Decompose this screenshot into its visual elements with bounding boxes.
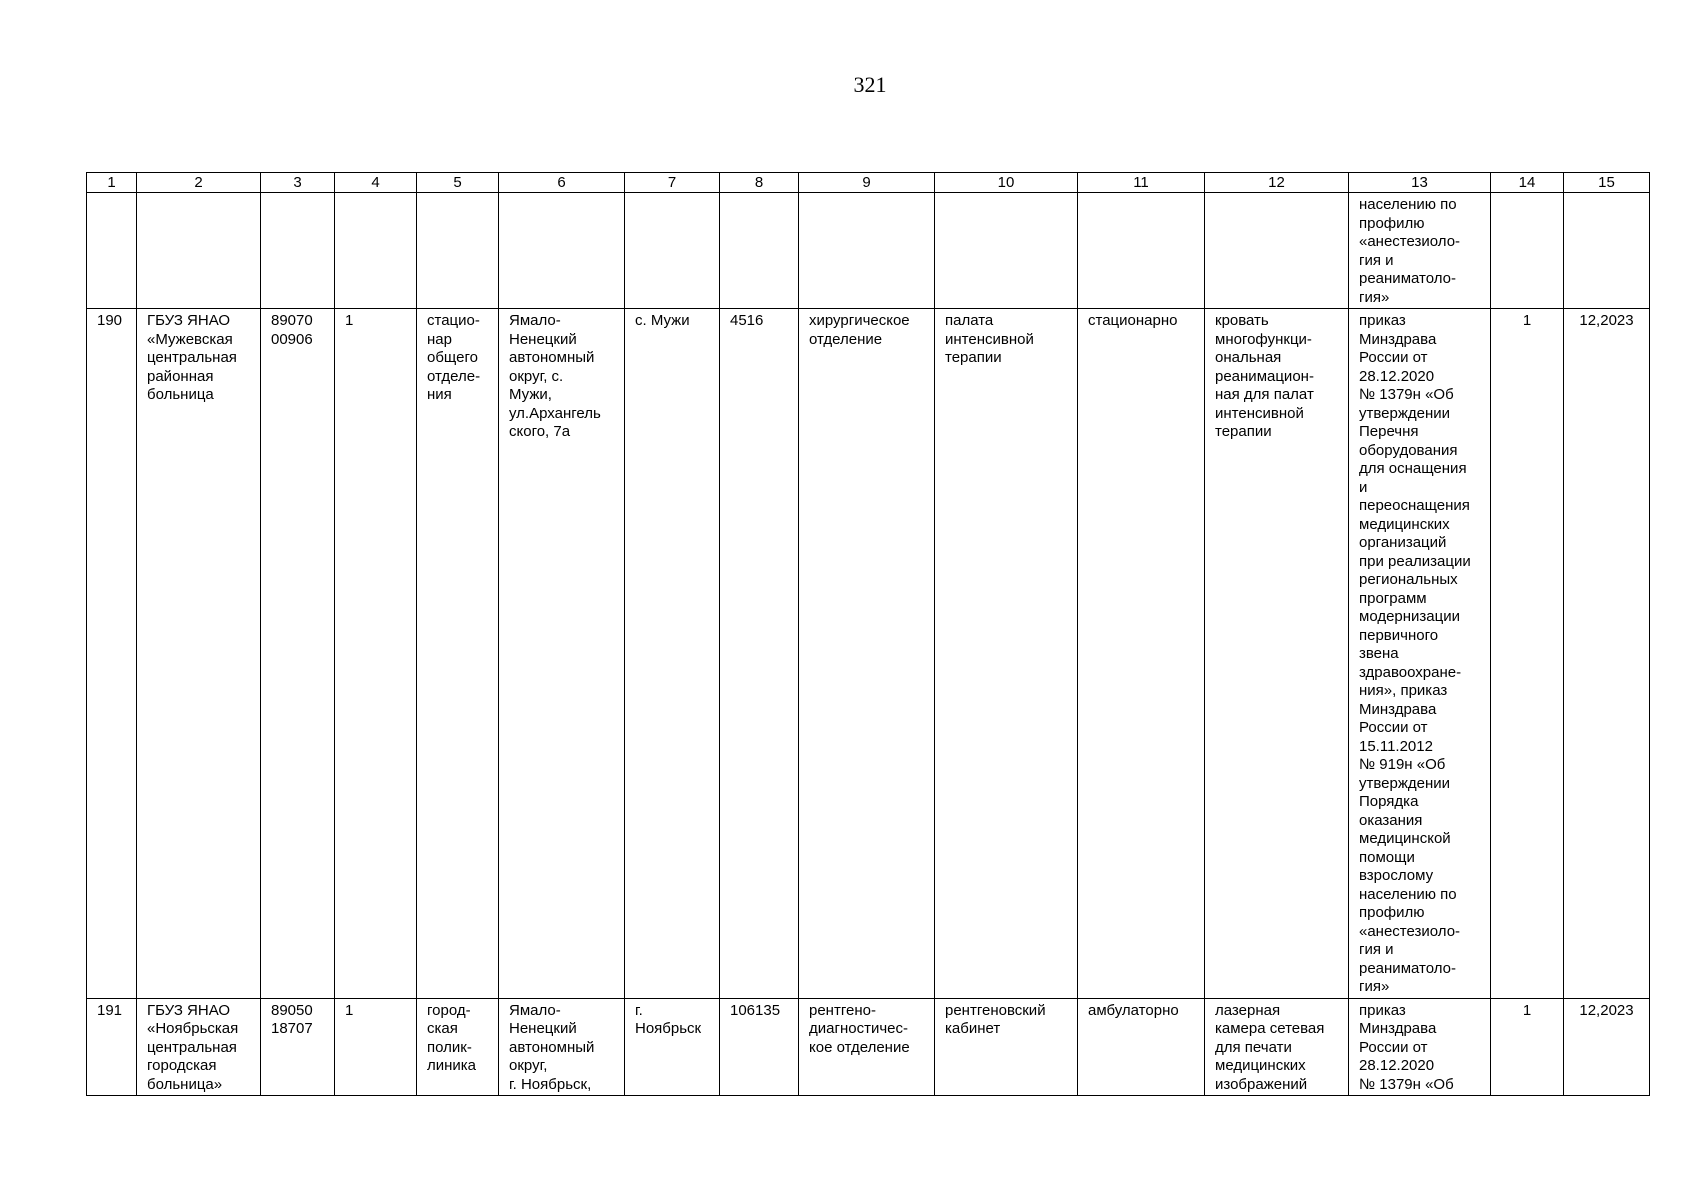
cell-care-form [1078, 193, 1205, 309]
cell-number: 191 [87, 998, 137, 1096]
cell-room: рентгеновский кабинет [935, 998, 1078, 1096]
column-number: 1 [87, 173, 137, 193]
cell-code [261, 193, 335, 309]
column-number: 4 [335, 173, 417, 193]
cell-unit-type [417, 193, 499, 309]
column-number: 9 [799, 173, 935, 193]
cell-address: Ямало- Ненецкий автономный округ, с. Мужи, ул.Архангель ского, 7а [499, 309, 625, 999]
column-number: 3 [261, 173, 335, 193]
cell-count [1491, 193, 1564, 309]
data-table [86, 172, 1650, 1096]
cell-equipment: кровать многофункци- ональная реанимацион- ная для палат интенсивной терапии [1205, 309, 1349, 999]
column-number: 8 [720, 173, 799, 193]
cell-unit-type: стацио- нар общего отделе- ния [417, 309, 499, 999]
cell-equipment: лазерная камера сетевая для печати медицинских изображений [1205, 998, 1349, 1096]
cell-locality: с. Мужи [625, 309, 720, 999]
cell-population [720, 193, 799, 309]
table-row [87, 309, 1650, 999]
cell-equipment [1205, 193, 1349, 309]
column-number: 14 [1491, 173, 1564, 193]
cell-department [799, 193, 935, 309]
cell-department: хирургическое отделение [799, 309, 935, 999]
cell-number: 190 [87, 309, 137, 999]
column-number: 11 [1078, 173, 1205, 193]
table-row [87, 193, 1650, 309]
cell-organization: ГБУЗ ЯНАО «Мужевская центральная районная больница [137, 309, 261, 999]
cell-date [1564, 193, 1650, 309]
cell-room [935, 193, 1078, 309]
cell-date: 12,2023 [1564, 998, 1650, 1096]
column-number-row [87, 173, 1650, 193]
cell-regulation: приказ Минздрава России от 28.12.2020 № 1379н «Об [1349, 998, 1491, 1096]
cell-address [499, 193, 625, 309]
cell-quantity-units: 1 [335, 309, 417, 999]
column-number: 5 [417, 173, 499, 193]
cell-code: 89070 00906 [261, 309, 335, 999]
column-number: 10 [935, 173, 1078, 193]
cell-locality [625, 193, 720, 309]
cell-room: палата интенсивной терапии [935, 309, 1078, 999]
cell-regulation: населению по профилю «анестезиоло- гия и реаниматоло- гия» [1349, 193, 1491, 309]
cell-date: 12,2023 [1564, 309, 1650, 999]
column-number: 13 [1349, 173, 1491, 193]
cell-organization [137, 193, 261, 309]
cell-unit-type: город- ская полик- линика [417, 998, 499, 1096]
cell-count: 1 [1491, 309, 1564, 999]
cell-department: рентгено- диагностичес- кое отделение [799, 998, 935, 1096]
cell-care-form: амбулаторно [1078, 998, 1205, 1096]
cell-population: 106135 [720, 998, 799, 1096]
column-number: 12 [1205, 173, 1349, 193]
table-row [87, 998, 1650, 1096]
column-number: 15 [1564, 173, 1650, 193]
cell-code: 89050 18707 [261, 998, 335, 1096]
cell-regulation: приказ Минздрава России от 28.12.2020 № 1379н «Об утверждении Перечня оборудования для оснащения и переоснащения медицинских организаций при реализации региональных программ модернизации первичного звена здравоохране- ния», приказ Минздрава России от 15.11.2012 № 919н «Об утверждении Порядка оказания медицинской помощи взрослому населению по профилю «анестезиоло- гия и реаниматоло- гия» [1349, 309, 1491, 999]
cell-address: Ямало- Ненецкий автономный округ, г. Ноябрьск, [499, 998, 625, 1096]
cell-number [87, 193, 137, 309]
column-number: 7 [625, 173, 720, 193]
cell-quantity-units: 1 [335, 998, 417, 1096]
page-number: 321 [853, 72, 887, 97]
cell-population: 4516 [720, 309, 799, 999]
column-number: 2 [137, 173, 261, 193]
cell-care-form: стационарно [1078, 309, 1205, 999]
column-number: 6 [499, 173, 625, 193]
cell-organization: ГБУЗ ЯНАО «Ноябрьская центральная городская больница» [137, 998, 261, 1096]
cell-quantity-units [335, 193, 417, 309]
cell-locality: г. Ноябрьск [625, 998, 720, 1096]
cell-count: 1 [1491, 998, 1564, 1096]
